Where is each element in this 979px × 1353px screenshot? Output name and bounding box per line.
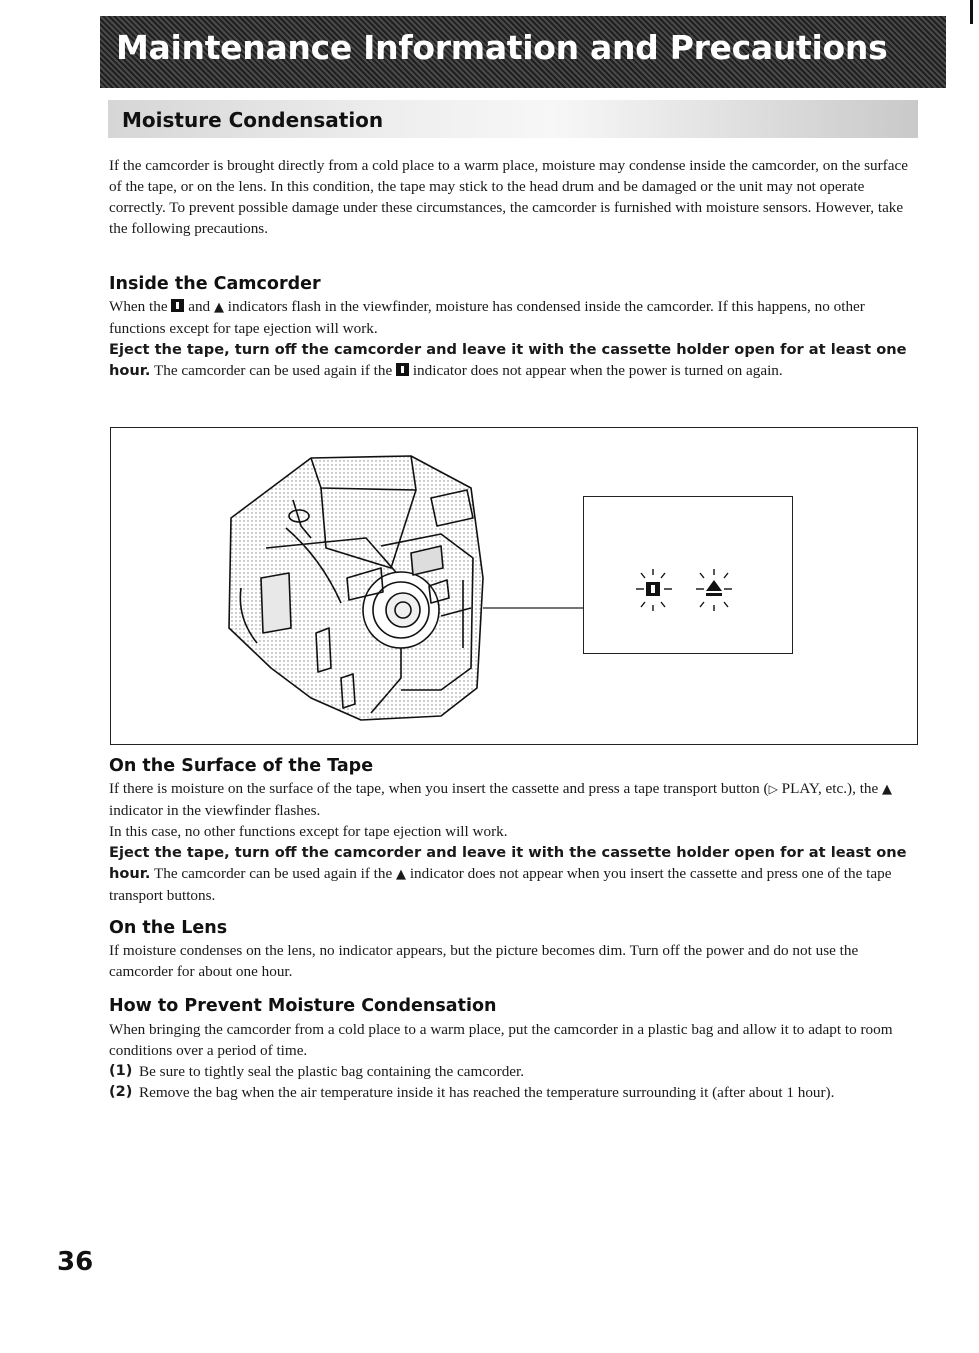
section-header-band [108, 100, 918, 138]
surface-text-1c: indicator in the viewfinder flashes. [109, 802, 321, 819]
eject-indicator-icon: ▲ [213, 300, 224, 315]
surface-text-3b: indicator does not appear when you insert the cassette and press one of the tape transport buttons. [109, 865, 892, 904]
viewfinder-display [583, 496, 793, 654]
viewfinder-indicators [584, 497, 792, 653]
play-icon: ▷ [768, 782, 778, 796]
eject-indicator-icon: ▲ [882, 782, 893, 797]
list-item [109, 1082, 921, 1103]
intro-paragraph: If the camcorder is brought directly from a cold place to a warm place, moisture may condense inside the camcorder, on the surface of the tape, or on the lens. In this condition, the tape may stick to the head drum and be damaged or the unit may not operate correctly. To prevent possible damage under these circumstances, the camcorder is furnished with moisture sensors. However, take the following precautions. [109, 157, 908, 237]
lens-heading: On the Lens [109, 918, 228, 938]
inside-heading: Inside the Camcorder [109, 274, 321, 294]
surface-text-1a: If there is moisture on the surface of the tape, when you insert the cassette and press a tape transport button ( [109, 780, 769, 797]
inside-text-1a: When the [109, 298, 172, 315]
camcorder-illustration [111, 428, 917, 744]
eject-indicator-icon [706, 580, 722, 596]
surface-text-1b: PLAY, etc.), the [777, 780, 883, 797]
surface-text-3a: The camcorder can be used again if the [150, 865, 397, 882]
inside-paragraph [109, 296, 921, 381]
lens-paragraph: If moisture condenses on the lens, no indicator appears, but the picture becomes dim. Turn off the power and do not use the camcorder for about one hour. [109, 942, 859, 980]
chapter-banner [100, 16, 946, 88]
list-number: (1) [109, 1063, 133, 1079]
inside-text-2a: The camcorder can be used again if the [150, 362, 397, 379]
inside-text-2b: indicator does not appear when the power is turned on again. [409, 362, 783, 379]
list-text: Be sure to tightly seal the plastic bag containing the camcorder. [139, 1063, 525, 1080]
prevent-paragraph: When bringing the camcorder from a cold place to a warm place, put the camcorder in a plastic bag and allow it to adapt to room conditions over a period of time. [109, 1021, 893, 1059]
camcorder-figure [110, 427, 918, 745]
inside-bold-instruction: Eject the tape, turn off the camcorder and leave it with the cassette holder open for at least one hour. [109, 341, 907, 379]
surface-bold-instruction: Eject the tape, turn off the camcorder and leave it with the cassette holder open for at least one hour. [109, 844, 907, 882]
surface-paragraph [109, 778, 921, 906]
list-text: Remove the bag when the air temperature inside it has reached the temperature surrounding it (after about 1 hour). [139, 1084, 835, 1101]
surface-text-2: In this case, no other functions except for tape ejection will work. [109, 823, 508, 840]
moisture-indicator-icon [171, 299, 184, 312]
chapter-title: Maintenance Information and Precautions [116, 28, 888, 67]
moisture-indicator-icon [396, 363, 409, 376]
page-number: 36 [57, 1247, 94, 1277]
inside-text-1c: indicators flash in the viewfinder, moisture has condensed inside the camcorder. If this happens, no other functions except for tape ejection will work. [109, 298, 865, 337]
surface-heading: On the Surface of the Tape [109, 756, 374, 776]
list-item [109, 1061, 921, 1082]
list-number: (2) [109, 1084, 133, 1100]
eject-indicator-icon: ▲ [396, 867, 407, 882]
prevent-heading: How to Prevent Moisture Condensation [109, 996, 497, 1016]
inside-text-1b: and [184, 298, 214, 315]
section-title: Moisture Condensation [122, 108, 384, 132]
page-edge-mark [970, 0, 973, 24]
